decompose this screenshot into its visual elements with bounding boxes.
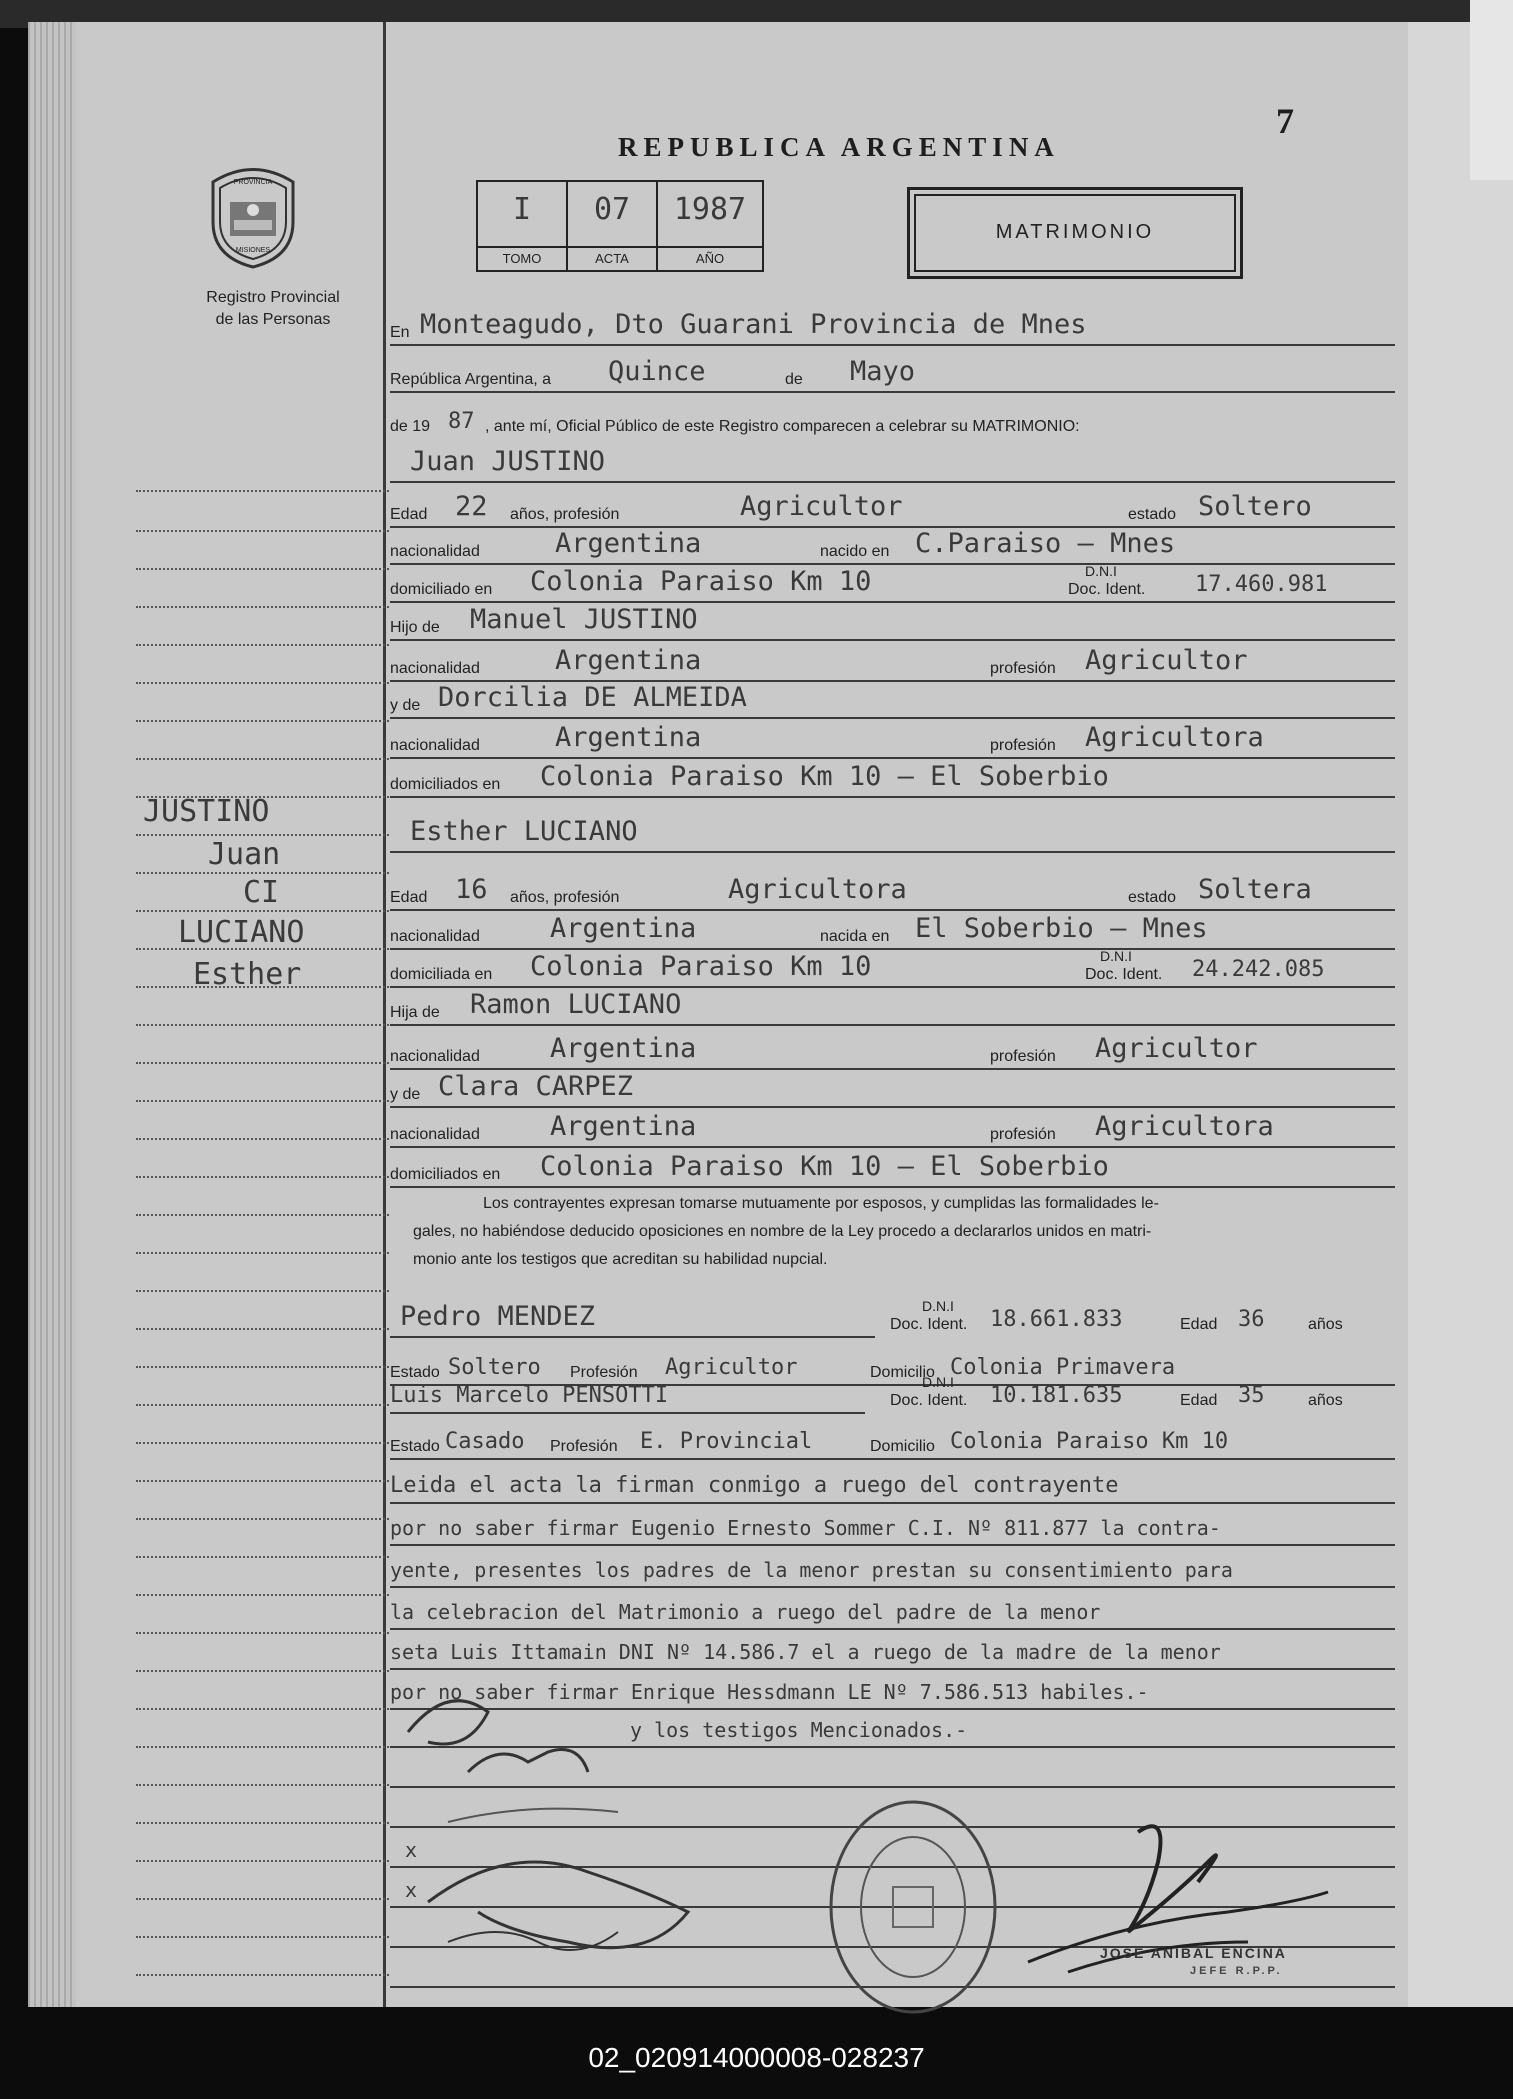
place-row: En Monteagudo, Dto Guarani Provincia de Mnes <box>390 300 1395 346</box>
notes-line-6: por no saber firmar Enrique Hessdmann LE Nº 7.586.513 habiles.- <box>390 1664 1395 1710</box>
bride-father-nat-row: nacionalidad Argentina profesión Agricultor <box>390 1024 1395 1070</box>
groom-father-row: Hijo de Manuel JUSTINO <box>390 595 1395 641</box>
page-edge <box>1408 22 1513 2007</box>
notes-line-4: la celebracion del Matrimonio a ruego del padre de la menor <box>390 1584 1395 1630</box>
witness1-age: 36 <box>1238 1307 1265 1332</box>
witness2-name: Luis Marcelo PENSOTTI <box>390 1383 669 1408</box>
document-title: REPUBLICA ARGENTINA <box>618 132 1060 162</box>
bride-status: Soltera <box>1198 874 1312 905</box>
witness1-dni: 18.661.833 <box>990 1307 1123 1332</box>
bride-parents-address-row: domiciliados en Colonia Paraiso Km 10 — El Soberbio <box>390 1142 1395 1188</box>
year-value: 87 <box>448 409 475 434</box>
province-crest-icon <box>198 162 308 272</box>
bride-name: Esther LUCIANO <box>410 816 638 847</box>
groom-mother-row: y de Dorcilia DE ALMEIDA <box>390 673 1395 719</box>
witness2-row: Luis Marcelo PENSOTTI D.N.I Doc. Ident. 10.181.635 Edad 35 años <box>390 1368 1395 1414</box>
margin-note: Juan <box>208 837 281 872</box>
date-row: República Argentina, a Quince de Mayo <box>390 347 1395 393</box>
witness1-details-row: Estado Soltero Profesión Agricultor Domicilio Colonia Primavera <box>390 1340 1395 1386</box>
document-page <box>28 22 1408 2007</box>
year-row: de 19 87 , ante mí, Oficial Público de este Registro comparecen a celebrar su MATRIMONIO: <box>390 409 1080 435</box>
signature-x-mark: x <box>405 1838 418 1862</box>
signature-x-mark: x <box>405 1878 418 1902</box>
image-caption: 02_020914000008-028237 <box>588 2042 925 2073</box>
witness2-dni: 10.181.635 <box>990 1383 1123 1408</box>
official-title: JEFE R.P.P. <box>1190 1965 1283 1977</box>
official-name: JOSE ANIBAL ENCINA <box>1100 1945 1287 1961</box>
margin-note: LUCIANO <box>178 915 305 950</box>
groom-name-row <box>390 437 1395 483</box>
groom-nationality-row: nacionalidad Argentina nacido en C.Paraiso — Mnes <box>390 519 1395 565</box>
act-type-box <box>907 187 1243 279</box>
margin-note: JUSTINO <box>143 794 270 829</box>
margin-note: Esther <box>193 957 302 992</box>
bride-mother: Clara CARPEZ <box>438 1071 634 1102</box>
act-type-label: MATRIMONIO <box>914 194 1236 272</box>
bride-age: 16 <box>455 874 488 905</box>
bride-nationality-row: nacionalidad Argentina nacida en El Soberbio — Mnes <box>390 904 1395 950</box>
groom-father-nat-row: nacionalidad Argentina profesión Agricultor <box>390 636 1395 682</box>
witness2-details-row: Estado Casado Profesión E. Provincial Domicilio Colonia Paraiso Km 10 <box>390 1414 1395 1460</box>
groom-age-row: Edad 22 años, profesión Agricultor estado Soltero <box>390 482 1395 528</box>
notes-line-1: Leida el acta la firman conmigo a ruego del contrayente <box>390 1458 1395 1504</box>
groom-address: Colonia Paraiso Km 10 <box>530 566 872 597</box>
registry-seal-stamp <box>818 1792 1008 2022</box>
place-value: Monteagudo, Dto Guarani Provincia de Mnes <box>420 309 1087 340</box>
bride-mother-row: y de Clara CARPEZ <box>390 1062 1395 1108</box>
groom-birthplace: C.Paraiso — Mnes <box>915 528 1176 559</box>
ano-cell: 1987 AÑO <box>658 182 762 270</box>
notes-line-5: seta Luis Ittamain DNI Nº 14.586.7 el a ruego de la madre de la menor <box>390 1624 1395 1670</box>
groom-father: Manuel JUSTINO <box>470 604 698 635</box>
witness2-age: 35 <box>1238 1383 1265 1408</box>
notes-line-2: por no saber firmar Eugenio Ernesto Sommer C.I. Nº 811.877 la contra- <box>390 1500 1395 1546</box>
month-value: Mayo <box>850 356 916 387</box>
day-value: Quince <box>608 356 706 387</box>
bride-address-row: domiciliada en Colonia Paraiso Km 10 D.N.I Doc. Ident. 24.242.085 <box>390 942 1395 988</box>
witness1-row: Pedro MENDEZ D.N.I Doc. Ident. 18.661.833 Edad 36 años <box>390 1292 1395 1338</box>
groom-status: Soltero <box>1198 491 1312 522</box>
tomo-cell: I TOMO <box>478 182 568 270</box>
groom-nationality: Argentina <box>555 528 702 559</box>
groom-name: Juan JUSTINO <box>410 446 606 477</box>
page-binding <box>28 22 76 2007</box>
svg-text:MISIONES: MISIONES <box>235 247 271 254</box>
bride-age-row: Edad 16 años, profesión Agricultora estado Soltera <box>390 865 1395 911</box>
witness1-name: Pedro MENDEZ <box>400 1301 596 1332</box>
groom-dni: 17.460.981 <box>1195 572 1328 597</box>
notes-line-7: y los testigos Mencionados.- <box>390 1702 1395 1748</box>
notes-line-3: yente, presentes los padres de la menor prestan su consentimiento para <box>390 1542 1395 1588</box>
legal-paragraph: Los contrayentes expresan tomarse mutuamente por esposos, y cumplidas las formalidades le- gales, no habiéndose deducido oposiciones en nombre de la Ley procedo a declararlos unidos en matri- monio ante los testigos que acreditan su habilidad nupcial. <box>413 1195 1159 1268</box>
page-number: 7 <box>1276 101 1294 141</box>
acta-cell: 07 ACTA <box>568 182 658 270</box>
page-edge-tab <box>1470 0 1513 180</box>
svg-text:PROVINCIA: PROVINCIA <box>233 179 273 186</box>
registry-label: Registro Provincial de las Personas <box>206 289 340 328</box>
groom-mother: Dorcilia DE ALMEIDA <box>438 682 747 713</box>
groom-age: 22 <box>455 491 488 522</box>
bride-profession: Agricultora <box>728 874 907 905</box>
groom-mother-nat-row: nacionalidad Argentina profesión Agricultora <box>390 713 1395 759</box>
bride-dni: 24.242.085 <box>1192 957 1325 982</box>
groom-address-row: domiciliado en Colonia Paraiso Km 10 D.N.I Doc. Ident. 17.460.981 <box>390 557 1395 603</box>
margin-note: CI <box>243 875 280 910</box>
signatures-scribble <box>388 1642 768 2002</box>
bride-father-row: Hija de Ramon LUCIANO <box>390 980 1395 1026</box>
official-signature <box>1008 1802 1338 1992</box>
groom-profession: Agricultor <box>740 491 903 522</box>
registry-reference-box <box>476 180 764 272</box>
bride-mother-nat-row: nacionalidad Argentina profesión Agricultora <box>390 1102 1395 1148</box>
groom-parents-address-row: domiciliados en Colonia Paraiso Km 10 — El Soberbio <box>390 752 1395 798</box>
bride-father: Ramon LUCIANO <box>470 989 682 1020</box>
bride-name-row <box>390 807 1395 853</box>
